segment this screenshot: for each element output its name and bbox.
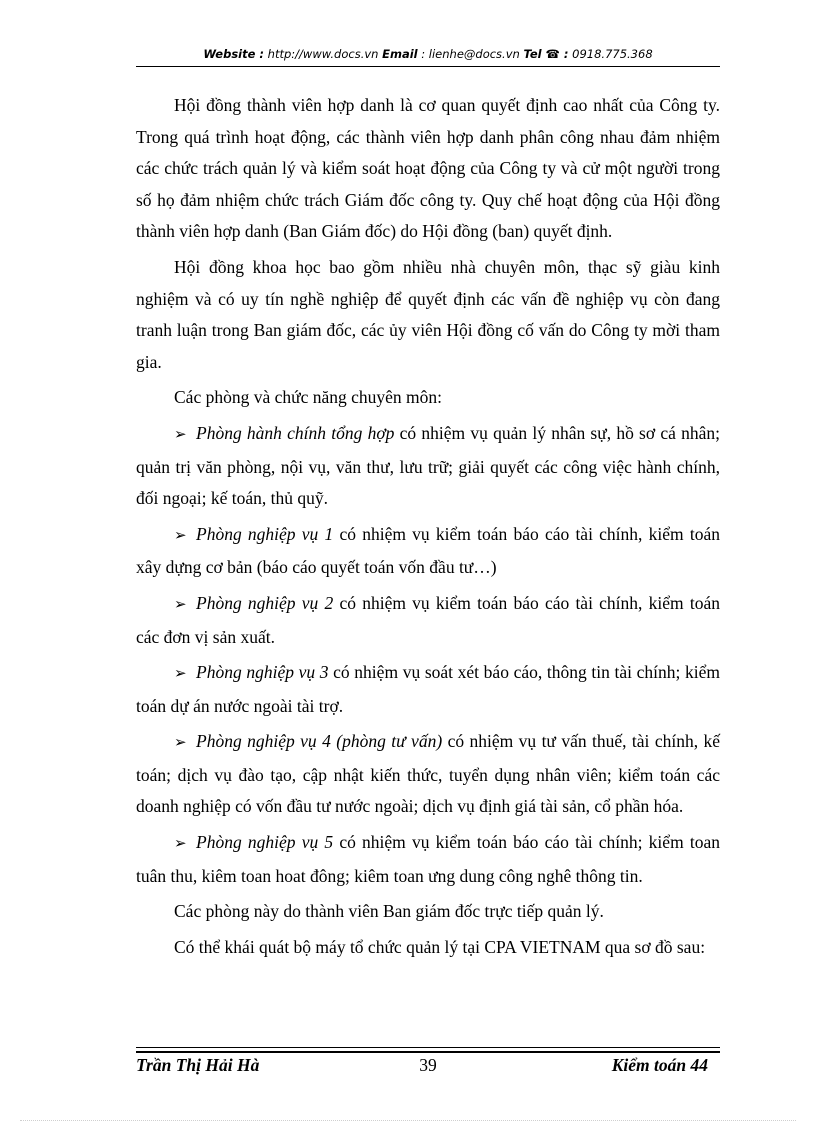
email-label: Email: [382, 47, 418, 61]
department-item: [136, 827, 720, 892]
arrow-bullet-icon: ➢: [174, 735, 187, 752]
footer-author: Trần Thị Hải Hà: [136, 1055, 260, 1075]
page-footer: [136, 1055, 720, 1079]
department-desc: có nhiệm vụ kiểm toán báo cáo tài chính; kiểm toan tuân thu, kiêm toan hoat đông; kiêm toan ưng dung công nghê thông tin.: [136, 832, 720, 886]
department-name: Phòng nghiệp vụ 2: [196, 592, 334, 613]
paragraph-board-of-partners: Hội đồng thành viên hợp danh là cơ quan quyết định cao nhất của Công ty. Trong quá trình hoạt động, các thành viên hợp danh phân công nhau đảm nhiệm các chức trách quản lý và kiểm soát hoạt động của Công ty và cử một người trong số họ đảm nhiệm chức trách Giám đốc công ty. Quy chế hoạt động của Hội đồng thành viên hợp danh (Ban Giám đốc) do Hội đồng (ban) quyết định.: [136, 95, 720, 242]
website-value: http://www.docs.vn: [264, 47, 383, 61]
footer-divider-thick: [136, 1051, 720, 1053]
department-desc: có nhiệm vụ kiểm toán báo cáo tài chính, kiểm toán xây dựng cơ bản (báo cáo quyết toán vốn đầu tư…): [136, 523, 720, 578]
paragraph-departments-management: Các phòng này do thành viên Ban giám đốc trực tiếp quản lý.: [174, 901, 604, 922]
body-text: [136, 90, 720, 963]
website-label: Website :: [203, 47, 265, 61]
header-divider: [136, 66, 720, 67]
department-item: [136, 657, 720, 722]
department-item: [136, 588, 720, 653]
arrow-bullet-icon: ➢: [174, 596, 187, 613]
page-number: 39: [419, 1055, 437, 1075]
footer-divider-thin: [136, 1047, 720, 1048]
footer-department: Kiểm toán 44: [611, 1055, 708, 1075]
tel-label: Tel ☎ :: [523, 47, 569, 61]
department-item: [136, 726, 720, 823]
department-name: Phòng nghiệp vụ 4 (phòng tư vấn): [196, 731, 443, 752]
email-value: : lienhe@docs.vn: [417, 47, 524, 61]
arrow-bullet-icon: ➢: [174, 426, 187, 443]
department-name: Phòng nghiệp vụ 3: [196, 662, 329, 683]
paragraph-org-chart-intro: Có thể khái quát bộ máy tổ chức quản lý tại CPA VIETNAM qua sơ đồ sau:: [174, 936, 706, 957]
paragraph-departments-intro: Các phòng và chức năng chuyên môn:: [174, 387, 443, 408]
department-desc: có nhiệm vụ kiểm toán báo cáo tài chính, kiểm toán các đơn vị sản xuất.: [136, 592, 720, 647]
arrow-bullet-icon: ➢: [174, 666, 187, 683]
paragraph-scientific-council: Hội đồng khoa học bao gồm nhiều nhà chuyên môn, thạc sỹ giàu kinh nghiệm và có uy tín nghề nghiệp để quyết định các vấn đề nghiệp vụ còn đang tranh luận trong Ban giám đốc, các ủy viên Hội đồng cố vấn do Công ty mời tham gia.: [136, 256, 720, 372]
department-item: [136, 418, 720, 515]
tel-value: 0918.775.368: [568, 47, 653, 61]
page-bottom-edge: [20, 1120, 796, 1121]
department-name: Phòng nghiệp vụ 1: [196, 523, 334, 544]
department-desc: có nhiệm vụ soát xét báo cáo, thông tin tài chính; kiểm toán dự án nước ngoài tài trợ.: [136, 662, 720, 716]
page-header: [136, 47, 720, 61]
department-name: Phòng nghiệp vụ 5: [196, 832, 334, 853]
department-desc: có nhiệm vụ quản lý nhân sự, hồ sơ cá nhân; quản trị văn phòng, nội vụ, văn thư, lưu trữ; giải quyết các công việc hành chính, đối ngoại; kế toán, thủ quỹ.: [136, 422, 720, 509]
department-desc: có nhiệm vụ tư vấn thuế, tài chính, kế toán; dịch vụ đào tạo, cập nhật kiến thức, tuyển dụng nhân viên; kiểm toán các doanh nghiệp có vốn đầu tư nước ngoài; dịch vụ định giá tài sản, cổ phần hóa.: [136, 731, 721, 817]
department-name: Phòng hành chính tổng hợp: [196, 422, 395, 443]
arrow-bullet-icon: ➢: [174, 836, 187, 853]
department-item: [136, 519, 720, 584]
arrow-bullet-icon: ➢: [174, 527, 187, 544]
